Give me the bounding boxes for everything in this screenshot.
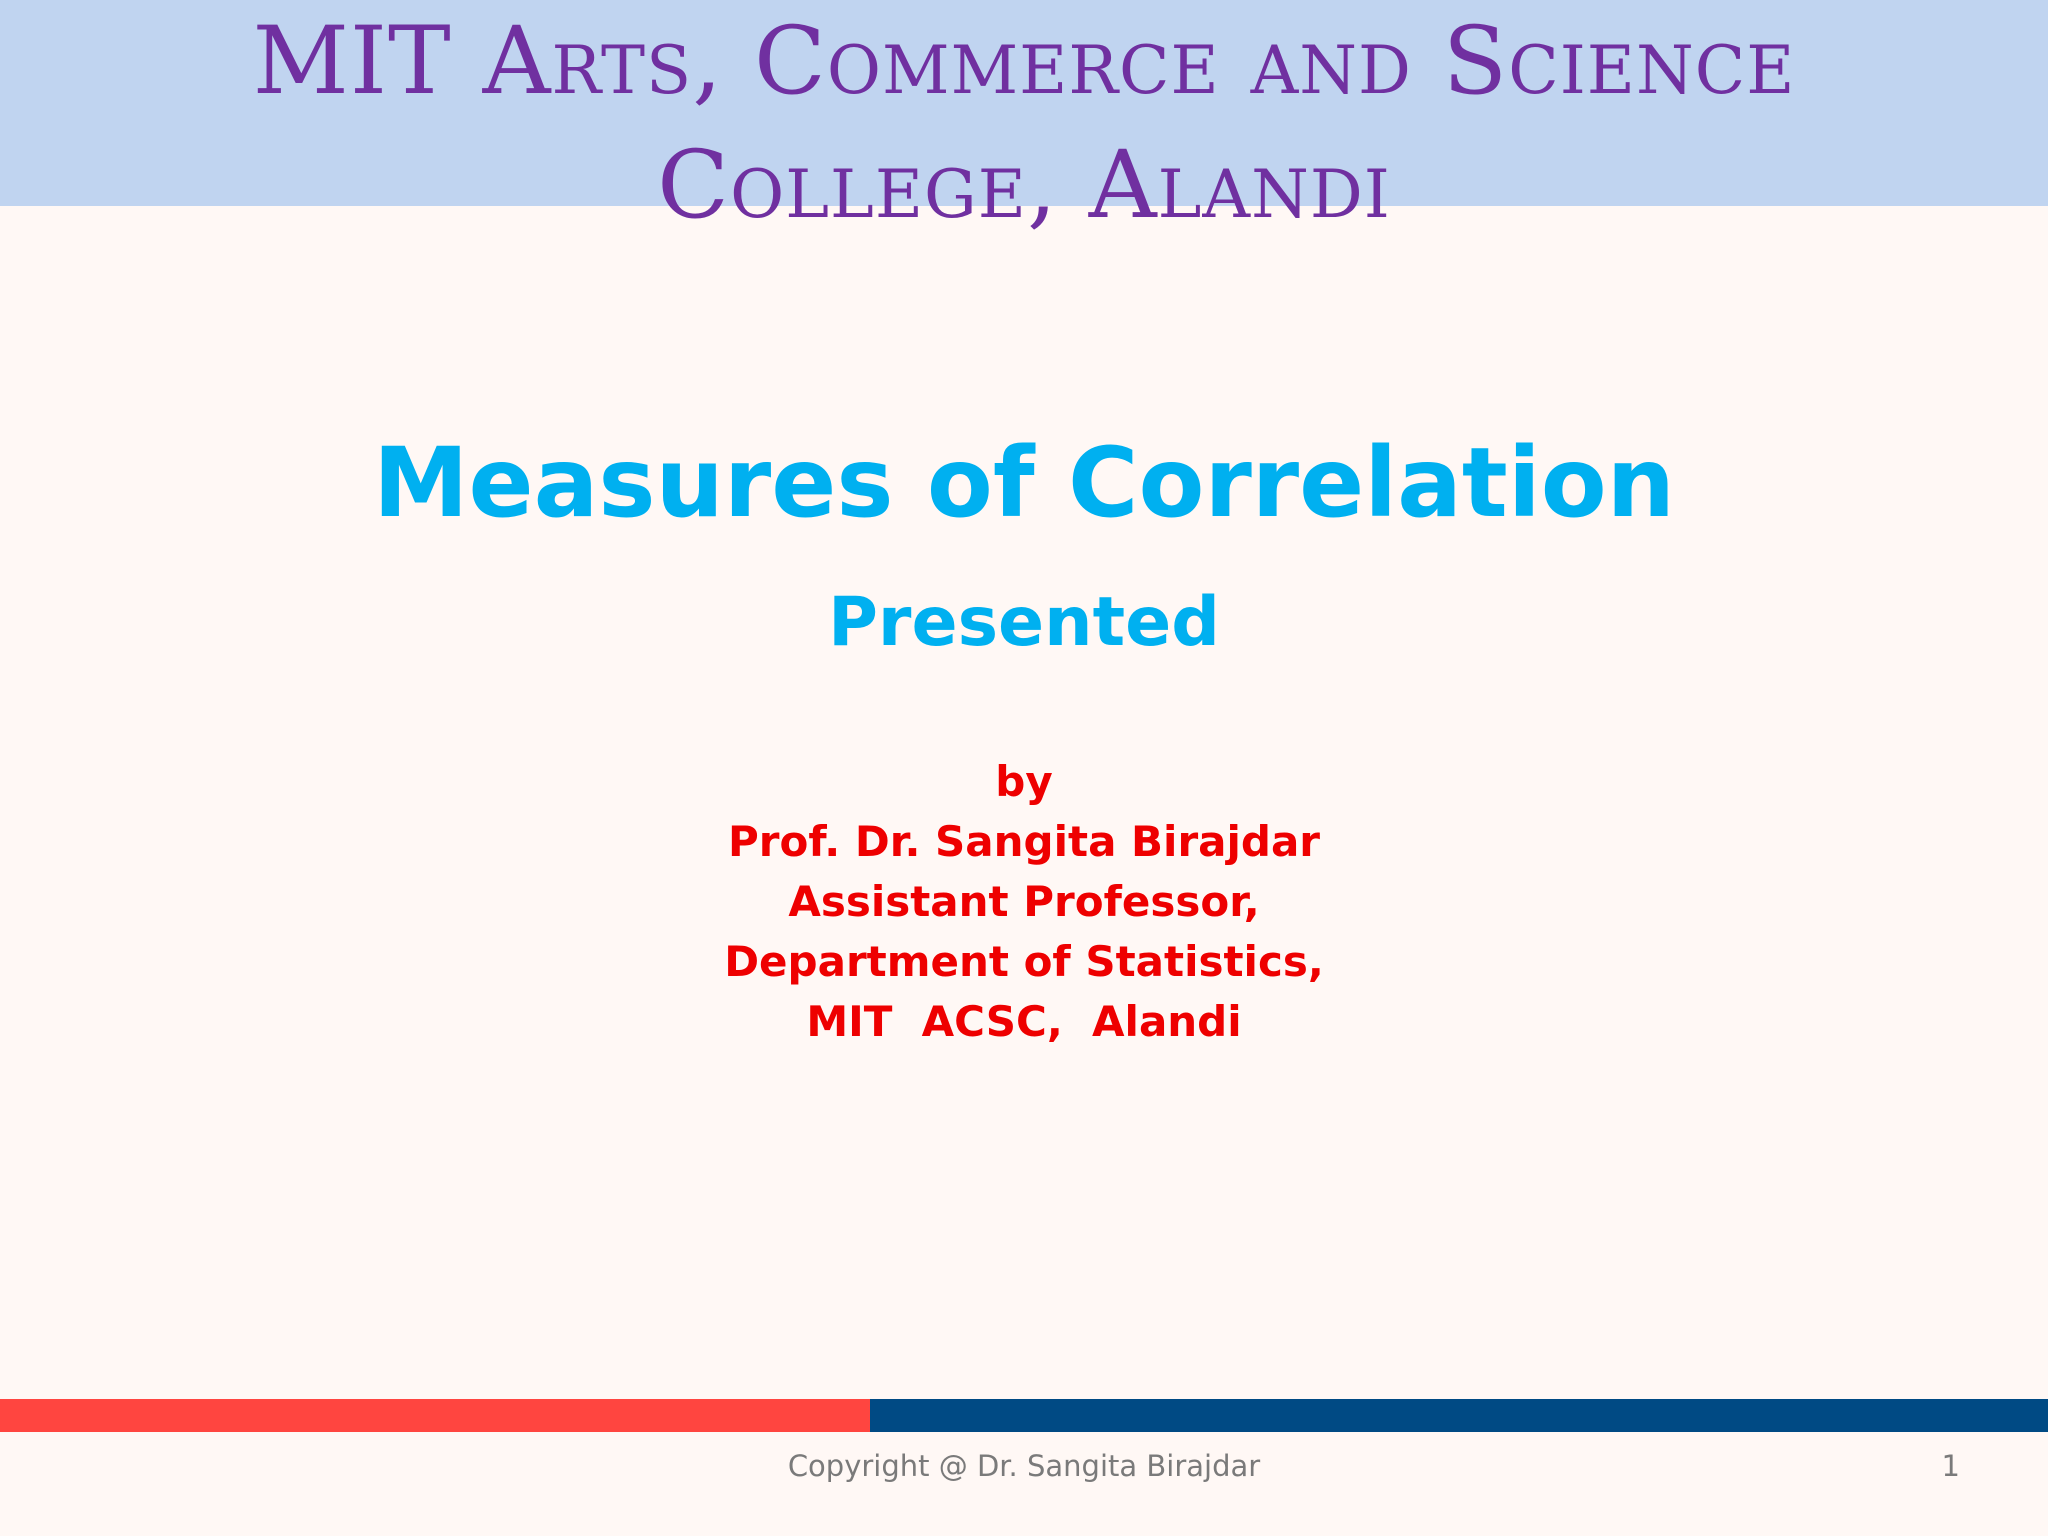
college-title-line-2: College, Alandi xyxy=(657,131,1391,240)
slide-number: 1 xyxy=(1941,1449,1960,1483)
presenter-name: Prof. Dr. Sangita Birajdar xyxy=(727,817,1321,866)
college-title xyxy=(0,0,2048,248)
presenter-position: Assistant Professor, xyxy=(788,877,1260,926)
presenter-by: by xyxy=(995,757,1053,806)
slide-subtitle: Presented xyxy=(828,583,1220,662)
footer-bar-red xyxy=(0,1399,870,1432)
presenter-block xyxy=(0,752,2048,1052)
footer-bar-blue xyxy=(870,1399,2048,1432)
college-title-line-1: MIT Arts, Commerce and Science xyxy=(252,7,1796,116)
presenter-department: Department of Statistics, xyxy=(724,937,1324,986)
footer-copyright: Copyright @ Dr. Sangita Birajdar xyxy=(787,1449,1261,1483)
slide-title: Measures of Correlation xyxy=(372,427,1676,539)
presenter-institution: MIT ACSC, Alandi xyxy=(806,997,1242,1046)
